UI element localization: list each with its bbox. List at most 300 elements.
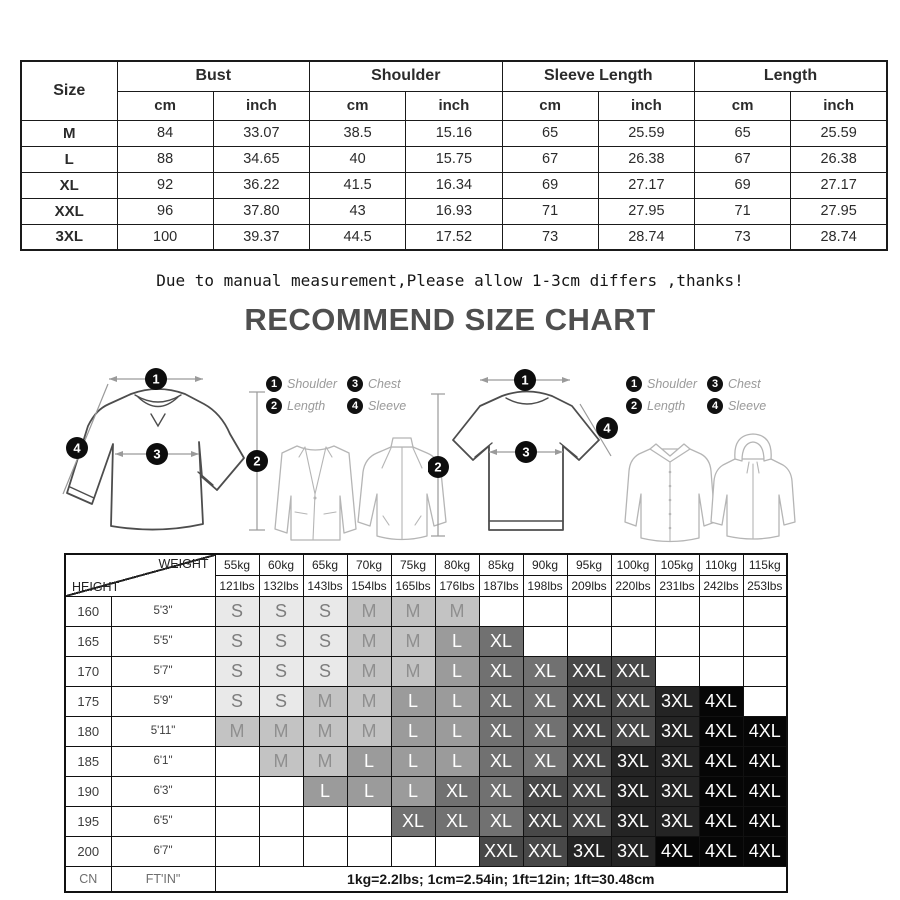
matrix-row <box>65 806 787 836</box>
measurement-row <box>21 224 887 250</box>
garment-diagrams-section <box>0 360 900 555</box>
matrix-size-cell: S <box>215 626 259 656</box>
height-cm-label: 170 <box>65 656 111 686</box>
matrix-empty-cell <box>655 596 699 626</box>
svg-text:2: 2 <box>253 453 261 469</box>
weight-lbs-header: 253lbs <box>743 575 787 596</box>
matrix-empty-cell <box>743 656 787 686</box>
measure-group-header: Shoulder <box>310 61 503 91</box>
matrix-size-cell: L <box>391 746 435 776</box>
legend-item <box>707 376 784 392</box>
matrix-size-cell: 4XL <box>743 776 787 806</box>
matrix-empty-cell <box>611 596 655 626</box>
length-badge-icon <box>428 456 449 478</box>
size-label: XL <box>21 172 117 198</box>
measurement-value: 26.38 <box>791 146 887 172</box>
matrix-size-cell: 3XL <box>567 836 611 866</box>
measurement-value: 28.74 <box>791 224 887 250</box>
measurement-value: 25.59 <box>791 120 887 146</box>
matrix-size-cell: S <box>215 656 259 686</box>
measurement-value: 73 <box>695 224 791 250</box>
matrix-size-cell: XL <box>523 716 567 746</box>
matrix-size-cell: XXL <box>567 656 611 686</box>
matrix-size-cell: XL <box>435 776 479 806</box>
weight-lbs-header: 165lbs <box>391 575 435 596</box>
matrix-size-cell: M <box>303 746 347 776</box>
svg-text:3: 3 <box>522 444 530 460</box>
matrix-empty-cell <box>303 836 347 866</box>
measurement-value: 65 <box>502 120 598 146</box>
measurement-value: 38.5 <box>310 120 406 146</box>
matrix-size-cell: XXL <box>611 716 655 746</box>
matrix-size-cell: 3XL <box>655 746 699 776</box>
weight-kg-header: 100kg <box>611 554 655 575</box>
weight-lbs-header: 132lbs <box>259 575 303 596</box>
measurement-value: 67 <box>502 146 598 172</box>
matrix-size-cell: S <box>259 656 303 686</box>
measurement-table-section <box>20 60 888 251</box>
height-ftin-label: 6'3" <box>111 776 215 806</box>
measure-group-header: Length <box>695 61 888 91</box>
matrix-empty-cell <box>303 806 347 836</box>
matrix-size-cell: 3XL <box>611 806 655 836</box>
matrix-empty-cell <box>655 656 699 686</box>
matrix-row <box>65 836 787 866</box>
matrix-size-cell: 4XL <box>743 746 787 776</box>
matrix-size-cell: 3XL <box>611 836 655 866</box>
matrix-empty-cell <box>215 746 259 776</box>
matrix-size-cell: 4XL <box>655 836 699 866</box>
weight-kg-header: 80kg <box>435 554 479 575</box>
matrix-size-cell: 4XL <box>699 776 743 806</box>
measurement-value: 25.59 <box>598 120 694 146</box>
svg-text:1: 1 <box>152 371 160 387</box>
number-badge-icon: 1 <box>266 376 282 392</box>
size-label: L <box>21 146 117 172</box>
weight-kg-header: 75kg <box>391 554 435 575</box>
matrix-empty-cell <box>611 626 655 656</box>
measurement-value: 26.38 <box>598 146 694 172</box>
matrix-empty-cell <box>259 806 303 836</box>
measurement-value: 44.5 <box>310 224 406 250</box>
matrix-empty-cell <box>655 626 699 656</box>
matrix-empty-cell <box>259 836 303 866</box>
matrix-size-cell: S <box>303 656 347 686</box>
matrix-size-cell: M <box>347 596 391 626</box>
matrix-size-cell: L <box>435 686 479 716</box>
matrix-size-cell: M <box>391 626 435 656</box>
weight-kg-header: 115kg <box>743 554 787 575</box>
matrix-size-cell: M <box>391 656 435 686</box>
weight-lbs-header: 209lbs <box>567 575 611 596</box>
matrix-size-cell: M <box>391 596 435 626</box>
unit-header: cm <box>117 91 213 120</box>
measurement-value: 96 <box>117 198 213 224</box>
footer-cn-label: CN <box>65 866 111 892</box>
matrix-row <box>65 746 787 776</box>
weight-kg-header: 90kg <box>523 554 567 575</box>
measurement-row <box>21 172 887 198</box>
legend-item <box>266 376 343 392</box>
unit-header: inch <box>598 91 694 120</box>
legend-item <box>707 398 784 414</box>
measurement-value: 65 <box>695 120 791 146</box>
size-label: XXL <box>21 198 117 224</box>
size-column-header: Size <box>21 61 117 120</box>
matrix-size-cell: M <box>259 746 303 776</box>
matrix-size-cell: 4XL <box>743 836 787 866</box>
matrix-size-cell: M <box>303 686 347 716</box>
height-ftin-label: 6'5" <box>111 806 215 836</box>
matrix-empty-cell <box>391 836 435 866</box>
matrix-size-cell: 3XL <box>655 716 699 746</box>
measurement-value: 16.34 <box>406 172 502 198</box>
chest-badge-icon <box>515 441 537 463</box>
size-matrix-table <box>64 553 788 893</box>
measure-group-header: Sleeve Length <box>502 61 695 91</box>
matrix-size-cell: XXL <box>523 806 567 836</box>
matrix-empty-cell <box>567 626 611 656</box>
matrix-size-cell: XL <box>523 686 567 716</box>
matrix-empty-cell <box>743 626 787 656</box>
matrix-size-cell: L <box>435 746 479 776</box>
matrix-empty-cell <box>523 626 567 656</box>
weight-lbs-header: 143lbs <box>303 575 347 596</box>
matrix-size-cell: M <box>347 626 391 656</box>
matrix-size-cell: XXL <box>567 776 611 806</box>
unit-header: cm <box>310 91 406 120</box>
legend-label: Shoulder <box>647 377 698 391</box>
legend-label: Chest <box>368 377 401 391</box>
weight-kg-header-row <box>65 554 787 575</box>
measurement-value: 43 <box>310 198 406 224</box>
legend-label: Length <box>647 399 686 413</box>
weight-kg-header: 60kg <box>259 554 303 575</box>
legend-label: Shoulder <box>287 377 338 391</box>
weight-lbs-header: 121lbs <box>215 575 259 596</box>
matrix-size-cell: M <box>259 716 303 746</box>
height-ftin-label: 5'3" <box>111 596 215 626</box>
matrix-size-cell: S <box>303 626 347 656</box>
matrix-size-cell: L <box>391 686 435 716</box>
matrix-size-cell: XL <box>435 806 479 836</box>
matrix-size-cell: XL <box>523 656 567 686</box>
measurement-value: 92 <box>117 172 213 198</box>
number-badge-icon: 1 <box>626 376 642 392</box>
matrix-size-cell: S <box>259 686 303 716</box>
measurement-value: 88 <box>117 146 213 172</box>
measurement-value: 27.95 <box>791 198 887 224</box>
svg-text:4: 4 <box>603 420 611 436</box>
weight-lbs-header: 220lbs <box>611 575 655 596</box>
matrix-size-cell: L <box>435 716 479 746</box>
matrix-size-cell: 3XL <box>611 746 655 776</box>
matrix-size-cell: XL <box>523 746 567 776</box>
legend-label: Length <box>287 399 326 413</box>
measurement-value: 40 <box>310 146 406 172</box>
legend-item <box>626 398 703 414</box>
unit-header: inch <box>213 91 309 120</box>
matrix-size-cell: 4XL <box>699 716 743 746</box>
matrix-empty-cell <box>699 626 743 656</box>
matrix-empty-cell <box>435 836 479 866</box>
measurement-value: 28.74 <box>598 224 694 250</box>
number-badge-icon: 2 <box>626 398 642 414</box>
matrix-empty-cell <box>215 776 259 806</box>
height-ftin-label: 5'5" <box>111 626 215 656</box>
unit-header: inch <box>406 91 502 120</box>
number-badge-icon: 4 <box>707 398 723 414</box>
sleeve-badge-icon <box>66 437 88 459</box>
measurement-row <box>21 146 887 172</box>
weight-lbs-header: 176lbs <box>435 575 479 596</box>
measurement-group-header-row <box>21 61 887 91</box>
height-cm-label: 175 <box>65 686 111 716</box>
matrix-size-cell: XXL <box>567 806 611 836</box>
matrix-size-cell: 4XL <box>699 806 743 836</box>
matrix-size-cell: L <box>391 776 435 806</box>
measurement-value: 71 <box>695 198 791 224</box>
matrix-size-cell: XXL <box>479 836 523 866</box>
shoulder-badge-icon <box>145 368 167 390</box>
measurement-value: 16.93 <box>406 198 502 224</box>
legend-item <box>347 376 424 392</box>
matrix-size-cell: 4XL <box>699 746 743 776</box>
matrix-size-cell: 4XL <box>699 836 743 866</box>
matrix-size-cell: XL <box>479 626 523 656</box>
matrix-empty-cell <box>567 596 611 626</box>
matrix-size-cell: L <box>391 716 435 746</box>
svg-text:1: 1 <box>521 372 529 388</box>
height-ftin-label: 5'11" <box>111 716 215 746</box>
matrix-size-cell: 4XL <box>743 806 787 836</box>
legend-item <box>626 376 703 392</box>
matrix-size-cell: L <box>303 776 347 806</box>
matrix-size-cell: M <box>347 686 391 716</box>
matrix-row <box>65 626 787 656</box>
measurement-value: 69 <box>695 172 791 198</box>
matrix-size-cell: M <box>215 716 259 746</box>
weight-lbs-header: 198lbs <box>523 575 567 596</box>
matrix-size-cell: XXL <box>567 746 611 776</box>
height-cm-label: 180 <box>65 716 111 746</box>
height-cm-label: 160 <box>65 596 111 626</box>
size-matrix-foot <box>65 866 787 892</box>
measurement-value: 17.52 <box>406 224 502 250</box>
measurement-legend <box>266 376 424 414</box>
weight-lbs-header: 231lbs <box>655 575 699 596</box>
legend-item <box>266 398 343 414</box>
conversion-note: 1kg=2.2lbs; 1cm=2.54in; 1ft=12in; 1ft=30.48cm <box>215 866 787 892</box>
weight-kg-header: 105kg <box>655 554 699 575</box>
measurement-row <box>21 198 887 224</box>
shoulder-badge-icon <box>514 369 536 391</box>
measurement-value: 27.17 <box>598 172 694 198</box>
number-badge-icon: 3 <box>707 376 723 392</box>
tshirt-diagram-icon <box>428 364 623 549</box>
matrix-size-cell: S <box>259 596 303 626</box>
measurement-value: 39.37 <box>213 224 309 250</box>
measurement-disclaimer: Due to manual measurement,Please allow 1-3cm differs ,thanks! <box>156 271 744 290</box>
measurement-row <box>21 120 887 146</box>
weight-kg-header: 95kg <box>567 554 611 575</box>
measurement-table-body <box>21 120 887 250</box>
corner-height-label: HEIGHT <box>72 579 120 594</box>
sleeve-badge-icon <box>596 417 618 439</box>
weight-kg-header: 85kg <box>479 554 523 575</box>
matrix-row <box>65 596 787 626</box>
measurement-value: 71 <box>502 198 598 224</box>
unit-header: cm <box>502 91 598 120</box>
matrix-size-cell: XL <box>479 746 523 776</box>
size-label: 3XL <box>21 224 117 250</box>
measurement-value: 37.80 <box>213 198 309 224</box>
measurement-value: 100 <box>117 224 213 250</box>
height-ftin-label: 5'9" <box>111 686 215 716</box>
matrix-footer-row <box>65 866 787 892</box>
weight-kg-header: 65kg <box>303 554 347 575</box>
measurement-value: 34.65 <box>213 146 309 172</box>
blazer-icon <box>268 432 363 552</box>
matrix-empty-cell <box>699 596 743 626</box>
chest-badge-icon <box>146 443 168 465</box>
matrix-size-cell: 3XL <box>611 776 655 806</box>
height-cm-label: 190 <box>65 776 111 806</box>
number-badge-icon: 2 <box>266 398 282 414</box>
measurement-value: 27.95 <box>598 198 694 224</box>
height-ftin-label: 6'1" <box>111 746 215 776</box>
weight-lbs-header: 187lbs <box>479 575 523 596</box>
matrix-row <box>65 656 787 686</box>
legend-label: Chest <box>728 377 761 391</box>
measurement-value: 15.75 <box>406 146 502 172</box>
measurement-value: 67 <box>695 146 791 172</box>
matrix-size-cell: S <box>215 596 259 626</box>
matrix-empty-cell <box>479 596 523 626</box>
hoodie-icon <box>706 428 801 548</box>
measurement-table <box>20 60 888 251</box>
matrix-size-cell: XXL <box>567 686 611 716</box>
height-ftin-label: 6'7" <box>111 836 215 866</box>
matrix-size-cell: XL <box>479 776 523 806</box>
matrix-empty-cell <box>347 836 391 866</box>
matrix-size-cell: XXL <box>611 656 655 686</box>
matrix-size-cell: M <box>435 596 479 626</box>
height-ftin-label: 5'7" <box>111 656 215 686</box>
matrix-row <box>65 686 787 716</box>
matrix-size-cell: XXL <box>523 836 567 866</box>
measurement-table-head <box>21 61 887 120</box>
number-badge-icon: 4 <box>347 398 363 414</box>
matrix-empty-cell <box>743 686 787 716</box>
matrix-empty-cell <box>259 776 303 806</box>
matrix-empty-cell <box>699 656 743 686</box>
footer-ftin-label: FT'IN" <box>111 866 215 892</box>
height-cm-label: 200 <box>65 836 111 866</box>
unit-header-row <box>21 91 887 120</box>
size-matrix-head <box>65 554 787 596</box>
matrix-size-cell: 3XL <box>655 776 699 806</box>
matrix-size-cell: XXL <box>567 716 611 746</box>
matrix-empty-cell <box>743 596 787 626</box>
matrix-size-cell: XL <box>479 716 523 746</box>
matrix-size-cell: L <box>435 626 479 656</box>
matrix-size-cell: L <box>347 776 391 806</box>
matrix-size-cell: L <box>435 656 479 686</box>
matrix-empty-cell <box>347 806 391 836</box>
unit-header: cm <box>695 91 791 120</box>
measurement-value: 33.07 <box>213 120 309 146</box>
weight-kg-header: 110kg <box>699 554 743 575</box>
corner-weight-label: WEIGHT <box>158 557 209 571</box>
legend-label: Sleeve <box>728 399 767 413</box>
matrix-size-cell: 3XL <box>655 806 699 836</box>
longsleeve-shirt-diagram-icon <box>52 364 272 549</box>
matrix-size-cell: M <box>347 716 391 746</box>
matrix-size-cell: XL <box>479 656 523 686</box>
legend-label: Sleeve <box>368 399 407 413</box>
matrix-size-cell: S <box>215 686 259 716</box>
measurement-value: 41.5 <box>310 172 406 198</box>
weight-kg-header: 70kg <box>347 554 391 575</box>
matrix-size-cell: L <box>347 746 391 776</box>
button-shirt-icon <box>620 432 720 552</box>
matrix-size-cell: S <box>303 596 347 626</box>
measurement-value: 69 <box>502 172 598 198</box>
matrix-size-cell: M <box>303 716 347 746</box>
measurement-value: 73 <box>502 224 598 250</box>
weight-lbs-header: 242lbs <box>699 575 743 596</box>
size-matrix-body <box>65 596 787 866</box>
measurement-value: 15.16 <box>406 120 502 146</box>
legend-item <box>347 398 424 414</box>
matrix-size-cell: XXL <box>523 776 567 806</box>
recommend-size-chart-title: RECOMMEND SIZE CHART <box>244 302 656 337</box>
matrix-size-cell: 4XL <box>743 716 787 746</box>
measure-group-header: Bust <box>117 61 310 91</box>
size-matrix-section <box>64 553 788 893</box>
height-cm-label: 165 <box>65 626 111 656</box>
measurement-value: 27.17 <box>791 172 887 198</box>
matrix-size-cell: 4XL <box>699 686 743 716</box>
matrix-size-cell: M <box>347 656 391 686</box>
matrix-row <box>65 776 787 806</box>
measurement-value: 84 <box>117 120 213 146</box>
unit-header: inch <box>791 91 887 120</box>
matrix-empty-cell <box>215 836 259 866</box>
matrix-size-cell: XL <box>391 806 435 836</box>
matrix-size-cell: XL <box>479 806 523 836</box>
length-badge-icon <box>246 450 268 472</box>
height-cm-label: 195 <box>65 806 111 836</box>
matrix-empty-cell <box>523 596 567 626</box>
matrix-empty-cell <box>215 806 259 836</box>
matrix-row <box>65 716 787 746</box>
weight-kg-header: 55kg <box>215 554 259 575</box>
weight-height-corner <box>65 554 215 596</box>
matrix-size-cell: S <box>259 626 303 656</box>
number-badge-icon: 3 <box>347 376 363 392</box>
svg-text:3: 3 <box>153 446 161 462</box>
svg-text:2: 2 <box>434 459 442 475</box>
height-cm-label: 185 <box>65 746 111 776</box>
size-label: M <box>21 120 117 146</box>
weight-lbs-header: 154lbs <box>347 575 391 596</box>
matrix-size-cell: 3XL <box>655 686 699 716</box>
matrix-size-cell: XXL <box>611 686 655 716</box>
matrix-size-cell: XL <box>479 686 523 716</box>
svg-text:4: 4 <box>73 440 81 456</box>
